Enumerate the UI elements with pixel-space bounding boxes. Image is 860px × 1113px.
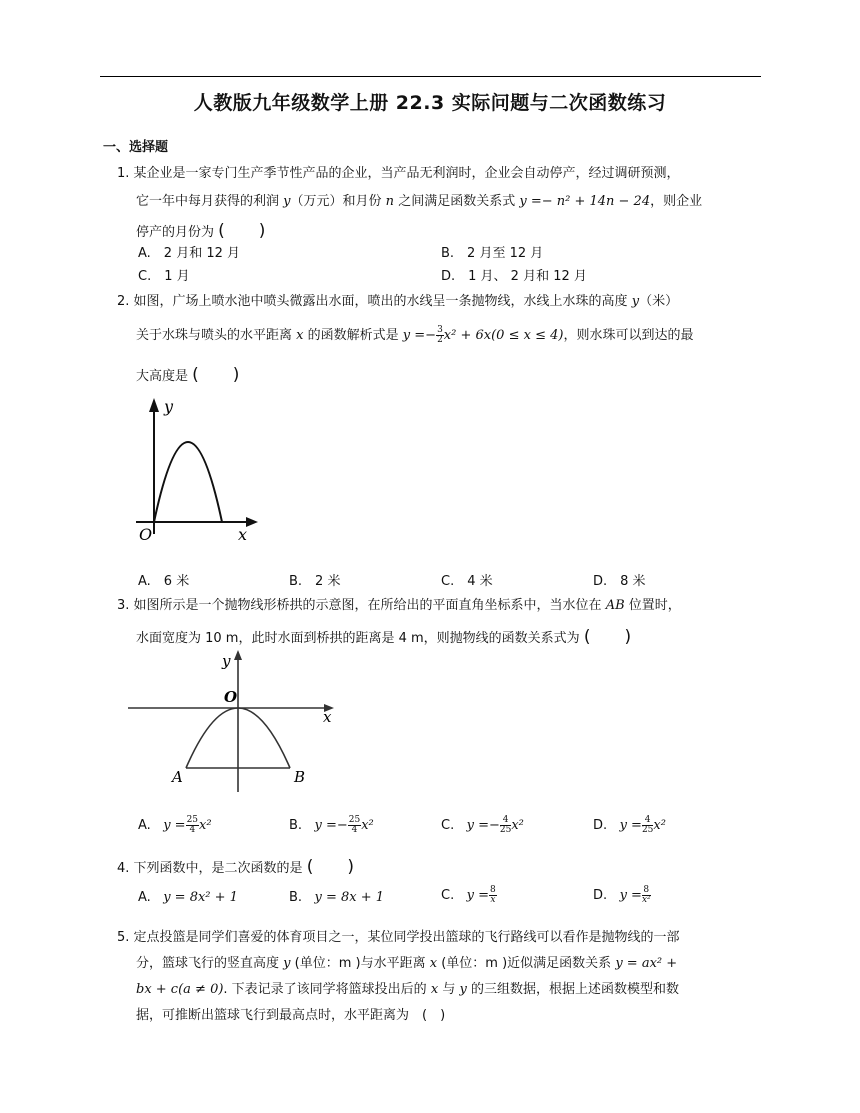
- q3-option-d[interactable]: D. y = $\frac{4}{25}$ x²: [593, 815, 666, 835]
- q4-line-1: 4. 下列函数中，是二次函数的是 ( ): [117, 857, 354, 877]
- q2-line-2: 关于水珠与喷头的水平距离 x 的函数解析式是 y =− $\frac{3}{2}$ x² + 6x(0 ≤ x ≤ 4)，则水珠可以到达的最: [136, 325, 694, 345]
- q3-point-a-label: A: [172, 768, 183, 786]
- q3-origin-label: O: [224, 688, 238, 706]
- q1-line-2: 它一年中每月获得的利润 y（万元）和月份 n 之间满足函数关系式 y =− n² + 14n − 24，则企业: [136, 194, 703, 209]
- q3-option-b[interactable]: B. y =− $\frac{25}{4}$ x²: [289, 815, 374, 835]
- q2-line-1: 2. 如图，广场上喷水池中喷头微露出水面，喷出的水线呈一条抛物线，水线上水珠的高度 y（米）: [117, 294, 679, 309]
- q2-y-label: y: [164, 397, 174, 416]
- q5-line-3: bx + c(a ≠ 0). 下表记录了该同学将篮球投出后的 x 与 y 的三组数据，根据上述函数模型和数: [136, 982, 679, 997]
- q3-x-label: x: [323, 708, 332, 726]
- page-title: 人教版九年级数学上册 22.3 实际问题与二次函数练习: [193, 92, 667, 114]
- q2-x-arrow: [246, 517, 258, 527]
- q3-option-a[interactable]: A. y = $\frac{25}{4}$ x²: [138, 815, 212, 835]
- q3-y-label: y: [222, 652, 231, 670]
- q2-y-arrow: [149, 398, 159, 412]
- q4-option-c[interactable]: C. y = $\frac{8}{x}$: [441, 885, 496, 905]
- q3-graph: [128, 646, 340, 796]
- q5-line-4: 据，可推断出篮球飞行到最高点时，水平距离为 ( ): [136, 1008, 446, 1023]
- q2-origin-label: O: [139, 525, 153, 542]
- q2-x-label: x: [238, 525, 248, 542]
- answer-blank: ( ): [306, 857, 354, 877]
- q2-option-c[interactable]: C. 4 米: [441, 574, 493, 589]
- q3-option-c[interactable]: C. y =− $\frac{4}{25}$ x²: [441, 815, 524, 835]
- q3-point-b-label: B: [294, 768, 306, 786]
- q4-option-a[interactable]: A. y = 8x² + 1: [138, 890, 238, 905]
- q4-option-d[interactable]: D. y = $\frac{8}{\text{x²}}$: [593, 885, 651, 905]
- q2-parabola: [154, 442, 222, 522]
- answer-blank: ( ): [583, 627, 632, 647]
- q2-graph: [130, 392, 265, 542]
- q3-line-1: 3. 如图所示是一个抛物线形桥拱的示意图，在所给出的平面直角坐标系中，当水位在 AB 位置时，: [117, 598, 681, 613]
- q2-line-3: 大高度是 ( ): [136, 365, 240, 385]
- q1-option-b[interactable]: B. 2 月至 12 月: [441, 246, 544, 261]
- q1-option-d[interactable]: D. 1 月、 2 月和 12 月: [441, 269, 587, 284]
- section-heading: 一、选择题: [103, 140, 169, 155]
- answer-blank: ( ): [218, 221, 266, 241]
- q2-option-a[interactable]: A. 6 米: [138, 574, 190, 589]
- q3-y-arrow: [234, 650, 242, 660]
- q2-option-b[interactable]: B. 2 米: [289, 574, 341, 589]
- q1-line-1: 1. 某企业是一家专门生产季节性产品的企业，当产品无利润时，企业会自动停产，经过调研预测，: [117, 166, 680, 181]
- q3-line-2: 水面宽度为 10 m，此时水面到桥拱的距离是 4 m，则抛物线的函数关系式为 ( ): [136, 627, 632, 647]
- q2-option-d[interactable]: D. 8 米: [593, 574, 646, 589]
- q5-line-1: 5. 定点投篮是同学们喜爱的体育项目之一，某位同学投出篮球的飞行路线可以看作是抛物线的一部: [117, 930, 680, 945]
- q4-option-b[interactable]: B. y = 8x + 1: [289, 890, 385, 905]
- q1-line-3: 停产的月份为 ( ): [136, 221, 266, 241]
- q1-option-c[interactable]: C. 1 月: [138, 269, 190, 284]
- q5-line-2: 分，篮球飞行的竖直高度 y (单位：m )与水平距离 x (单位：m )近似满足函数关系 y = ax² +: [136, 956, 678, 971]
- answer-blank: ( ): [192, 365, 240, 385]
- header-rule: [100, 76, 761, 77]
- q1-option-a[interactable]: A. 2 月和 12 月: [138, 246, 241, 261]
